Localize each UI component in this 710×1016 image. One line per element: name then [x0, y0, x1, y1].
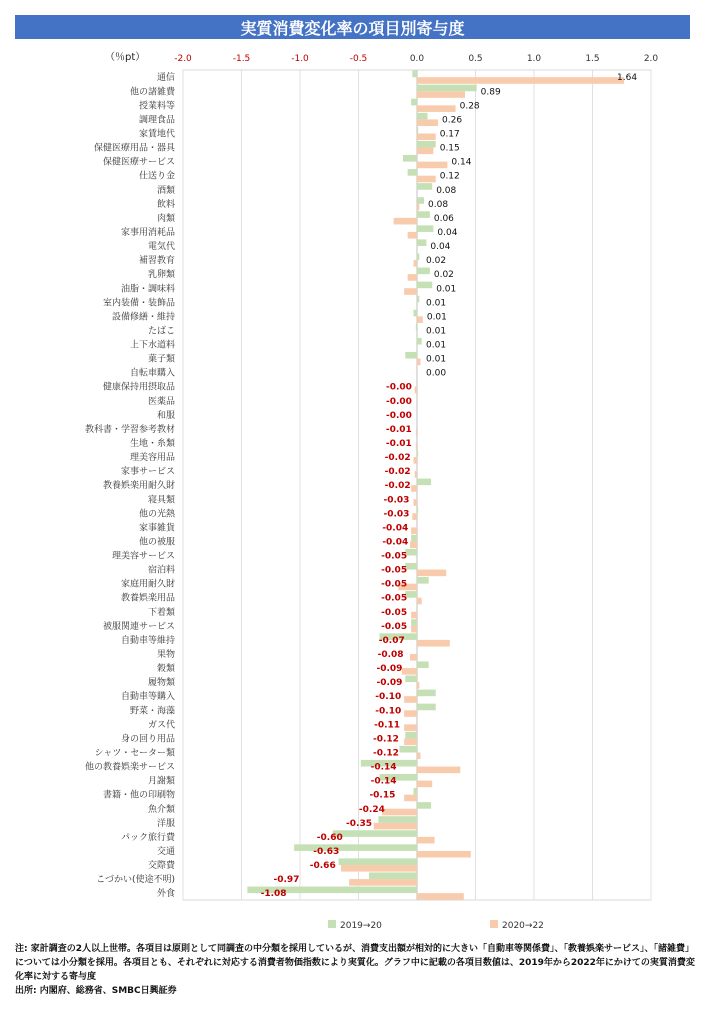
bar: [411, 485, 417, 492]
value-label: -1.08: [260, 889, 287, 900]
category-label: 教養娯楽用品: [120, 593, 175, 604]
value-label: -0.63: [313, 846, 340, 857]
bar: [411, 99, 417, 106]
bar: [417, 598, 422, 605]
category-label: 家事用消耗品: [120, 227, 175, 238]
bar: [415, 387, 417, 394]
value-label: 0.08: [436, 185, 457, 196]
category-label: 寝具類: [147, 495, 175, 506]
value-label: 0.01: [426, 326, 447, 337]
value-label: -0.09: [376, 678, 403, 689]
category-label: 菓子類: [147, 354, 175, 365]
bar: [417, 359, 421, 366]
bar: [417, 183, 432, 190]
bar: [417, 211, 430, 218]
value-label: -0.08: [377, 650, 404, 661]
bar: [410, 541, 417, 548]
bar: [411, 527, 417, 534]
value-label: 0.15: [439, 143, 460, 154]
x-tick-label: 2.0: [643, 54, 659, 64]
category-label: 理美容サービス: [111, 551, 175, 562]
category-label: 健康保持用摂取品: [102, 382, 175, 393]
value-label: -0.11: [374, 720, 401, 731]
bar: [417, 133, 436, 140]
bar: [417, 105, 456, 112]
value-label: 0.89: [480, 87, 501, 98]
category-label: 上下水道料: [129, 340, 175, 351]
bar: [417, 119, 438, 126]
value-label: -0.04: [382, 537, 409, 548]
value-label: 0.17: [439, 129, 460, 140]
bar: [417, 197, 424, 204]
value-label: 0.28: [459, 101, 480, 112]
value-label: -0.00: [386, 382, 412, 393]
bar: [405, 732, 417, 739]
category-label: たばこ: [147, 326, 175, 337]
bar: [417, 661, 429, 668]
value-label: -0.66: [309, 861, 336, 872]
bar: [402, 668, 417, 675]
value-label: -0.03: [383, 509, 410, 520]
value-label: 0.01: [426, 340, 447, 351]
category-label: 下着類: [147, 607, 175, 618]
bar: [417, 851, 471, 858]
x-tick-label: 1.5: [585, 54, 600, 64]
category-label: 外食: [156, 889, 175, 900]
bar: [413, 260, 417, 267]
value-label: -0.05: [381, 621, 408, 632]
bar: [417, 225, 433, 232]
category-label: 魚介類: [147, 804, 175, 815]
category-label: 宿泊料: [147, 565, 175, 576]
category-label: 洋服: [156, 818, 175, 829]
category-label: シャツ・セーター類: [94, 748, 175, 759]
bar: [417, 479, 431, 486]
legend-label: 2020→22: [502, 921, 544, 931]
bar: [413, 457, 417, 464]
value-label: 0.06: [433, 213, 454, 224]
category-label: 家事雑貨: [138, 523, 175, 534]
value-label: -0.01: [385, 424, 412, 435]
category-label: 電気代: [147, 242, 175, 253]
category-label: 自転車購入: [129, 368, 175, 379]
category-label: 他の被服: [138, 537, 175, 548]
category-label: 乳卵類: [147, 270, 175, 281]
bar: [333, 830, 417, 837]
bar: [417, 338, 422, 345]
bar: [417, 204, 419, 211]
bar: [411, 619, 417, 626]
bar: [413, 499, 417, 506]
bar: [417, 690, 436, 697]
category-label: 教養娯楽用耐久財: [102, 481, 175, 492]
category-label: 穀類: [156, 664, 175, 675]
category-label: 被服関連サービス: [102, 621, 175, 632]
bar: [417, 253, 419, 260]
x-tick-label: -0.5: [349, 54, 368, 64]
category-label: 仕送り金: [138, 171, 175, 182]
legend-swatch: [328, 920, 336, 928]
bar: [349, 879, 417, 886]
bar: [404, 710, 417, 717]
value-label: 0.26: [442, 115, 463, 126]
value-label: -0.12: [372, 734, 399, 745]
value-label: -0.02: [384, 453, 411, 464]
bar: [412, 71, 417, 78]
value-label: -0.09: [376, 664, 403, 675]
category-label: 通信: [156, 73, 175, 84]
bar: [404, 795, 417, 802]
x-tick-label: 0.5: [468, 54, 483, 64]
category-label: 生地・糸類: [129, 438, 175, 449]
value-label: 0.01: [436, 284, 457, 295]
category-label: 交際費: [147, 861, 175, 872]
bar: [417, 837, 435, 844]
bar: [416, 324, 417, 331]
category-label: 他の教養娯楽サービス: [84, 762, 175, 773]
bar: [417, 141, 436, 148]
bar: [382, 809, 417, 816]
value-labels: [261, 73, 638, 899]
category-label: 設備修繕・維持: [111, 312, 175, 323]
bar: [369, 872, 417, 879]
bar: [417, 577, 429, 584]
bar: [415, 471, 417, 478]
category-label: 自動車等購入: [120, 692, 175, 703]
value-label: 0.12: [439, 171, 460, 182]
bar: [412, 513, 417, 520]
category-label: 肉類: [156, 213, 175, 224]
bar: [378, 816, 417, 823]
value-label: 0.02: [433, 270, 454, 281]
value-label: -0.05: [381, 551, 408, 562]
value-label: -0.60: [316, 832, 343, 843]
bar: [417, 113, 428, 120]
bar: [417, 893, 464, 900]
category-label: 授業料等: [138, 101, 175, 112]
bar: [408, 169, 417, 176]
value-label: 0.02: [426, 256, 447, 267]
bar: [417, 148, 433, 155]
value-label: -0.07: [378, 635, 405, 646]
bar: [417, 162, 447, 169]
category-label: 交通: [156, 846, 175, 857]
category-label: 野菜・海藻: [129, 706, 175, 717]
value-label: 0.01: [426, 312, 447, 323]
bar: [410, 654, 417, 661]
value-label: -0.14: [370, 762, 397, 773]
x-tick-label: -1.5: [232, 54, 251, 64]
bar: [417, 767, 460, 774]
bar: [404, 288, 417, 295]
bar: [374, 823, 417, 830]
bar: [404, 724, 417, 731]
bar: [405, 352, 417, 359]
category-label: ガス代: [147, 720, 175, 731]
bar: [417, 507, 418, 514]
bar: [411, 535, 417, 542]
bar: [408, 274, 417, 281]
bar: [417, 282, 432, 289]
value-label: -0.05: [381, 579, 408, 590]
bar: [413, 788, 417, 795]
bar: [417, 296, 419, 303]
x-tick-label: 0.0: [409, 54, 425, 64]
value-label: 0.00: [426, 368, 447, 379]
category-label: 自動車等維持: [120, 635, 175, 646]
bar: [405, 676, 417, 683]
bar: [417, 752, 421, 759]
footnote: [15, 942, 695, 998]
bar: [417, 450, 418, 457]
bar: [417, 640, 450, 647]
bar: [394, 218, 417, 225]
value-label: -0.00: [386, 410, 412, 421]
bar: [417, 91, 465, 98]
legend-swatch: [490, 920, 498, 928]
value-label: 0.01: [426, 298, 447, 309]
category-label: 補習教育: [138, 256, 175, 267]
value-label: -0.24: [358, 804, 385, 815]
bar: [341, 865, 417, 872]
value-label: 0.01: [426, 354, 447, 365]
value-label: -0.12: [372, 748, 399, 759]
value-label: -0.97: [273, 875, 300, 886]
category-label: 果物: [156, 650, 175, 661]
category-label: 家庭用耐久財: [120, 579, 175, 590]
value-label: 0.08: [428, 199, 449, 210]
category-label: 家事サービス: [120, 467, 175, 478]
value-label: -0.03: [383, 495, 410, 506]
legend-label: 2019→20: [340, 921, 382, 931]
category-label: 教科書・学習参考教材: [84, 424, 175, 435]
value-label: -0.15: [369, 790, 396, 801]
category-label: 飲料: [156, 199, 175, 210]
category-label: 月謝類: [147, 776, 175, 787]
bar: [339, 858, 417, 865]
bar: [404, 738, 417, 745]
category-label: 他の諸雑費: [129, 87, 175, 98]
bar: [416, 443, 417, 450]
value-label: -0.05: [381, 607, 408, 618]
value-label: 0.04: [437, 227, 458, 238]
bar: [417, 77, 624, 84]
bar: [403, 155, 417, 162]
x-axis-ticks: [174, 54, 658, 64]
category-label: 調理食品: [138, 115, 175, 126]
value-label: -0.10: [375, 692, 402, 703]
category-label: 保健医療サービス: [102, 157, 175, 168]
value-label: -0.02: [384, 481, 411, 492]
bar: [411, 626, 417, 633]
category-label: 身の回り用品: [120, 734, 175, 745]
category-labels: [85, 71, 176, 899]
value-label: 1.64: [617, 73, 638, 84]
category-label: 保健医療用品・器具: [93, 143, 175, 154]
bar: [417, 85, 477, 92]
chart-title: 実質消費変化率の項目別寄与度: [15, 15, 690, 39]
value-label: -0.10: [375, 706, 402, 717]
category-label: 他の光熱: [138, 509, 175, 520]
bar: [417, 570, 446, 577]
bar: [417, 682, 419, 689]
value-label: -0.02: [384, 467, 411, 478]
category-label: 理美容用品: [129, 453, 175, 464]
category-label: 家賃地代: [138, 129, 175, 140]
category-label: 書籍・他の印刷物: [102, 790, 175, 801]
bar: [417, 802, 431, 809]
bar: [413, 310, 417, 317]
bar: [411, 612, 417, 619]
source-text: 出所: 内閣府、総務省、SMBC日興証券: [15, 986, 177, 996]
value-label: -0.35: [346, 818, 373, 829]
bar: [408, 232, 417, 239]
bar: [404, 696, 417, 703]
bar: [417, 781, 432, 788]
value-label: -0.05: [381, 565, 408, 576]
bar: [399, 746, 417, 753]
bar: [417, 239, 426, 246]
value-label: 0.14: [451, 157, 472, 168]
category-label: 履物類: [147, 678, 175, 689]
bar: [417, 176, 436, 183]
category-label: パック旅行費: [120, 832, 175, 843]
category-label: こづかい(使途不明): [96, 875, 175, 886]
x-tick-label: -2.0: [174, 54, 192, 64]
category-label: 医薬品: [147, 396, 175, 407]
legend: [328, 920, 544, 931]
value-label: -0.05: [381, 593, 408, 604]
category-label: 油脂・調味料: [120, 284, 175, 295]
category-label: 和服: [156, 410, 175, 421]
category-label: 酒類: [156, 185, 175, 196]
bar: [417, 268, 430, 275]
bar: [417, 704, 436, 711]
value-label: 0.04: [430, 242, 451, 253]
unit-label: （％pt）: [105, 52, 146, 63]
value-label: -0.00: [386, 396, 412, 407]
bar: [417, 316, 423, 323]
x-tick-label: 1.0: [526, 54, 542, 64]
note-text: 注: 家計調査の2人以上世帯。各項目は原則として同調査の中分類を採用しているが、消費支出額が相対的に大きい「自動車等関係費」、「教養娯楽サービス」、「諸雑費」については小分類を採用。各項目とも、それぞれに対応する消費者物価指数により実質化。グラフ中に記載の各項目数値は、2019年から2022年にかけての実質消費変化率に対する寄与度: [15, 944, 695, 982]
value-label: -0.01: [385, 438, 412, 449]
bar: [417, 127, 418, 134]
value-label: -0.04: [382, 523, 409, 534]
value-label: -0.14: [370, 776, 397, 787]
category-label: 室内装備・装飾品: [102, 298, 175, 309]
x-tick-label: -1.0: [291, 54, 309, 64]
bar: [416, 429, 417, 436]
